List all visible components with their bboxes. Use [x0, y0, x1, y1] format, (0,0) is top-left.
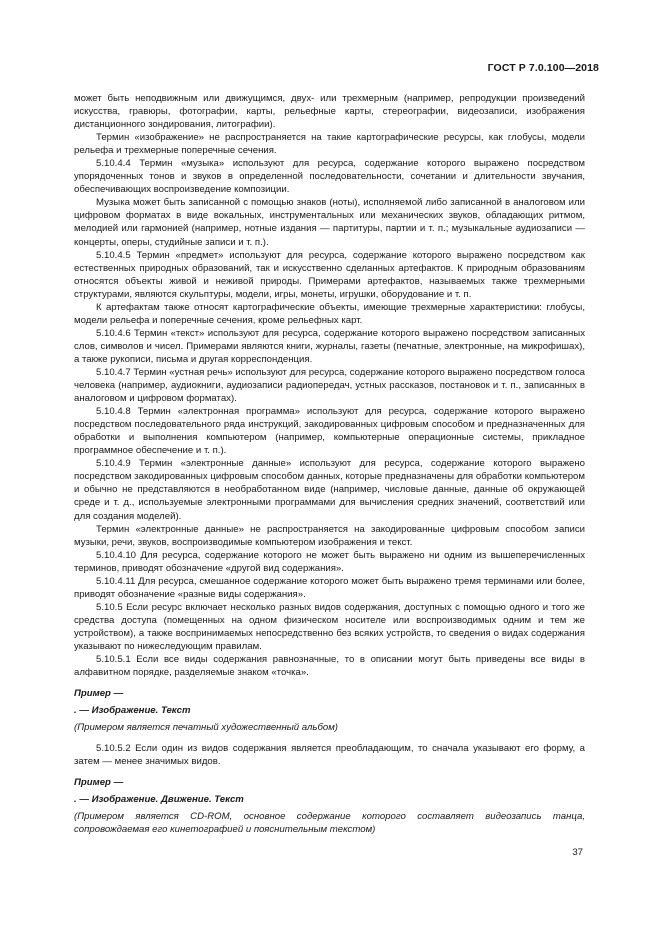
paragraph: может быть неподвижным или движущимся, двух- или трехмерным (например, репродукции произведений искусства, гравюры, фотографии, карты, рельефные карты, стереографии, видеозаписи, изображения дистанционного зондирования, литографии). [74, 93, 585, 131]
paragraph: 5.10.4.8 Термин «электронная программа» используют для ресурса, содержание которого выражено посредством последовательного ряда инструкций, закодированных цифровым способом и предназначенных для обработки и выполнения компьютером (например, компьютерные операционные системы, прикладное программное обеспечение и т. п.). [74, 406, 585, 457]
paragraph: Термин «электронные данные» не распространяется на закодированные цифровым способом записи музыки, речи, звуков, воспроизводимые компьютером изображения и текст. [74, 523, 585, 548]
paragraph: Музыка может быть записанной с помощью знаков (ноты), исполняемой либо записанной в аналоговом или цифровом форматах в виде вокальных, инструментальных или механических звуков, обладающих ритмом, мелодией или гармонией (например, нотные издания — партитуры, партии и т. п.; музыкальные аудиозаписи — концерты, оперы, студийные записи и т. п.). [74, 197, 585, 248]
paragraph: 5.10.4.6 Термин «текст» используют для ресурса, содержание которого выражено посредством записанных слов, символов и чисел. Примерами являются книги, журналы, газеты (печатные, электронные, на микрофишах), а также рукописи, письма и другая корреспонденция. [74, 327, 585, 365]
example-title: Пример — [74, 777, 124, 789]
paragraph: 5.10.4.10 Для ресурса, содержание которого не может быть выражено ни одним из вышеперечисленных терминов, приводят обозначение «другой вид содержания». [74, 549, 585, 574]
page-number: 37 [572, 847, 583, 858]
example-title: Пример — [74, 688, 124, 700]
example-block [74, 776, 585, 836]
example-note: (Примером является CD-ROM, основное содержание которого составляет видеозапись танца, сопровождаемая его кинетографией и пояснительным текстом) [74, 811, 585, 836]
example-note: (Примером является печатный художественный альбом) [74, 722, 338, 734]
example-line: . — Изображение. Движение. Текст [74, 794, 244, 806]
paragraph: 5.10.4.4 Термин «музыка» используют для ресурса, содержание которого выражено посредством упорядоченных тонов и звуков в определенной последовательности, сочетании и длительности звучания, обеспечивающих воспроизведение композиции. [74, 158, 585, 196]
paragraph: 5.10.5 Если ресурс включает несколько разных видов содержания, доступных с помощью одного и того же средства доступа (помещенных на одном физическом носителе или воспроизводимых одним и тем же устройством), а также воспринимаемых непосредственно без всяких устройств, то сведения о видах содержания указывают по нижеследующим правилам. [74, 601, 585, 652]
paragraph: Термин «изображение» не распространяется на такие картографические ресурсы, как глобусы, модели рельефа и трехмерные поперечные сечения. [74, 132, 585, 157]
example-line: . — Изображение. Текст [74, 705, 191, 717]
example-block [74, 687, 585, 734]
document-header: ГОСТ Р 7.0.100—2018 [487, 62, 599, 74]
paragraph: 5.10.4.9 Термин «электронные данные» используют для ресурса, содержание которого выражено посредством закодированных цифровым способом данных, которые предназначены для обработки компьютером и обычно не представляются в необработанном виде (например, числовые данные, данные об окружающей среде и т. д., используемые электронными программами для вычисления средних значений, соответствий или для создания моделей). [74, 458, 585, 522]
page-content [74, 92, 585, 837]
paragraph: 5.10.4.7 Термин «устная речь» используют для ресурса, содержание которого выражено посредством голоса человека (например, аудиокниги, аудиозаписи радиопередач, устных рассказов, постановок и т. п., записанных в аналоговом и цифровом форматах). [74, 366, 585, 405]
paragraph: К артефактам также относят картографические объекты, имеющие трехмерные характеристики: глобусы, модели рельефа и поперечные сечения, кроме рельефных карт. [74, 301, 585, 326]
paragraph: 5.10.4.11 Для ресурса, смешанное содержание которого может быть выражено тремя терминами или более, приводят обозначение «разные виды содержания». [74, 575, 585, 600]
paragraph: 5.10.5.2 Если один из видов содержания является преобладающим, то сначала указывают его форму, а затем — менее значимых видов. [74, 743, 585, 768]
paragraph: 5.10.5.1 Если все виды содержания равнозначные, то в описании могут быть приведены все виды в алфавитном порядке, разделяемые знаком «точка». [74, 654, 585, 679]
paragraph: 5.10.4.5 Термин «предмет» используют для ресурса, содержание которого выражено посредством как естественных природных образований, так и искусственно сделанных артефактов. К природным образованиям относятся объекты живой и неживой природы. Примерами артефактов, называемых также трехмерными структурами, являются скульптуры, модели, игры, монеты, игрушки, оборудование и т. п. [74, 249, 585, 300]
